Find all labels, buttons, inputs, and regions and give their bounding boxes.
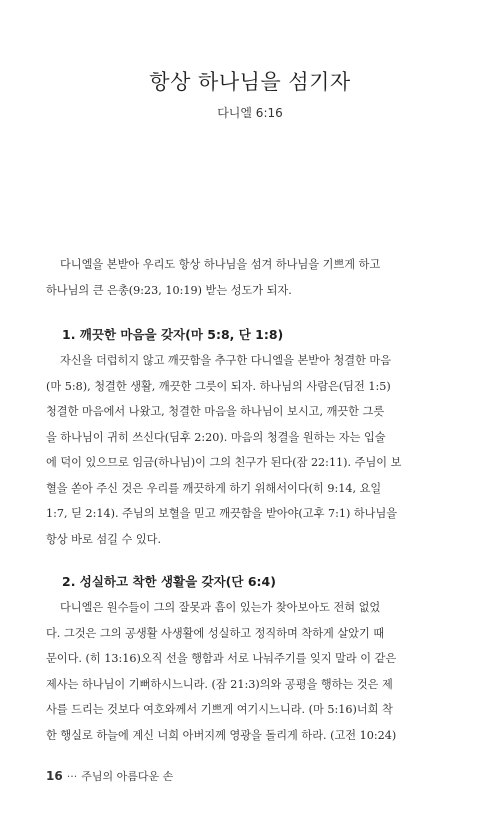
section-heading-2: 2. 성실하고 착한 생활을 갖자(단 6:4) [62, 574, 276, 589]
paragraph-line: 항상 바로 섬길 수 있다. [46, 532, 162, 546]
paragraph-line: 자신을 더럽히지 않고 깨끗함을 추구한 다니엘을 본받아 청결한 마음 [60, 354, 392, 367]
paragraph-line: 제사는 하나님이 기뻐하시느니라. (잠 21:3)의와 공평을 행하는 것은 제 [46, 677, 393, 691]
paragraph-line: 1:7, 딛 2:14). 주님의 보혈을 믿고 깨끗함을 받아야(고후 7:1) 하나님을 [46, 507, 398, 520]
paragraph-line: 다. 그것은 그의 공생활 사생활에 성실하고 정직하며 착하게 살았기 때 [46, 626, 385, 640]
book-title: 주님의 아름다운 손 [81, 770, 174, 783]
scripture-reference: 다니엘 6:16 [217, 106, 283, 120]
section-heading-1: 1. 깨끗한 마음을 갖자(마 5:8, 단 1:8) [62, 327, 284, 342]
page-number: 16 [46, 769, 63, 783]
intro-line: 다니엘을 본받아 우리도 항상 하나님을 섬겨 하나님을 기쁘게 하고 [60, 258, 381, 271]
page-title: 항상 하나님을 섬기자 [149, 70, 351, 94]
section-2-paragraph [46, 595, 466, 748]
intro-line: 하나님의 큰 은총(9:23, 10:19) 받는 성도가 되자. [46, 283, 292, 297]
paragraph-line: 다니엘은 원수들이 그의 잘못과 흠이 있는가 찾아보아도 전혀 없었 [60, 601, 381, 614]
page-footer [46, 768, 173, 784]
paragraph-line: 문이다. (히 13:16)오직 선을 행함과 서로 나눠주기를 잊지 말라 이 같은 [46, 652, 397, 665]
paragraph-line: 사를 드리는 것보다 여호와께서 기쁘게 여기시느니라. (마 5:16)너희 착 [46, 703, 393, 716]
paragraph-line: 청결한 마음에서 나왔고, 청결한 마음을 하나님이 보시고, 깨끗한 그릇 [46, 405, 385, 418]
intro-paragraph [46, 252, 466, 303]
footer-ellipsis: ··· [66, 770, 78, 783]
paragraph-line: 에 덕이 있으므로 임금(하나님)이 그의 친구가 된다(잠 22:11). 주님이 보 [46, 456, 402, 469]
paragraph-line: 을 하나님이 귀히 쓰신다(딤후 2:20). 마음의 청결을 원하는 자는 입술 [46, 430, 386, 444]
section-1-paragraph [46, 348, 466, 552]
paragraph-line: 혈을 쏟아 주신 것은 우리를 깨끗하게 하기 위해서이다(히 9:14, 요일 [46, 481, 382, 495]
paragraph-line: 한 행실로 하늘에 계신 너희 아버지께 영광을 돌리게 하라. (고전 10:24) [46, 728, 397, 742]
paragraph-line: (마 5:8), 청결한 생활, 깨끗한 그릇이 되자. 하나님의 사람은(딤전 1:5) [46, 379, 391, 393]
